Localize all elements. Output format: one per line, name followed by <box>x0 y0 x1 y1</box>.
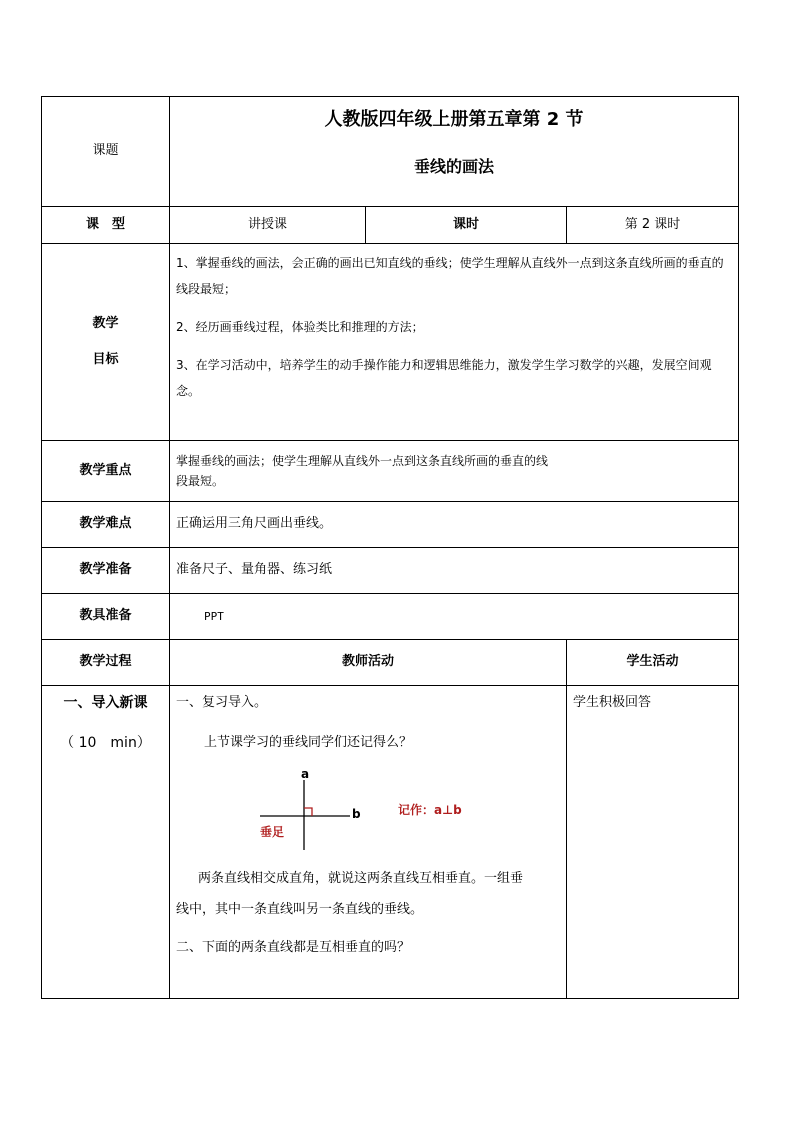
tools-label: 教具准备 <box>42 594 170 640</box>
title-row <box>42 97 739 207</box>
process-col-stage: 教学过程 <box>42 640 170 686</box>
process-col-student: 学生活动 <box>567 640 739 686</box>
tools-value: PPT <box>170 594 739 640</box>
label-foot: 垂足 <box>260 825 285 840</box>
notation: 记作：a⊥b <box>398 803 462 818</box>
teacher-question-2: 二、下面的两条直线都是互相垂直的吗？ <box>176 939 411 955</box>
teacher-text-1: 两条直线相交成直角，就说这两条直线互相垂直。一组垂 <box>198 871 524 887</box>
topic-label: 课题 <box>42 97 170 207</box>
process-header-row <box>42 640 739 686</box>
objective-item-1: 1、掌握垂线的画法，会正确的画出已知直线的垂线；使学生理解从直线外一点到这条直线所画的垂直的线段最短； <box>176 256 724 296</box>
objectives-content <box>170 244 739 441</box>
lesson-title: 人教版四年级上册第五章第 2 节 <box>324 109 584 130</box>
teacher-text-2: 线中，其中一条直线叫另一条直线的垂线。 <box>176 901 424 917</box>
process-col-teacher: 教师活动 <box>170 640 567 686</box>
tools-row <box>42 594 739 640</box>
student-activity: 学生积极回答 <box>567 686 739 999</box>
objective-item-3: 3、在学习活动中，培养学生的动手操作能力和逻辑思维能力，激发学生学习数学的兴趣，发展空间观念。 <box>176 358 712 398</box>
key-points-line-2: 段最短。 <box>176 474 225 488</box>
difficulty-row <box>42 502 739 548</box>
objectives-label <box>42 244 170 441</box>
objectives-label-2: 目标 <box>92 352 119 367</box>
stage-cell <box>42 686 170 999</box>
difficulty-value: 正确运用三角尺画出垂线。 <box>170 502 739 548</box>
lesson-plan-table <box>41 96 739 999</box>
key-points-line-1: 掌握垂线的画法；使学生理解从直线外一点到这条直线所画的垂直的线 <box>176 454 549 468</box>
type-value: 讲授课 <box>170 207 366 244</box>
topic-cell <box>170 97 739 207</box>
difficulty-label: 教学难点 <box>42 502 170 548</box>
teacher-heading: 一、复习导入。 <box>176 695 268 710</box>
key-points-content <box>170 441 739 502</box>
period-value: 第 2 课时 <box>567 207 739 244</box>
label-b: b <box>352 807 361 822</box>
process-row-intro <box>42 686 739 999</box>
key-points-label: 教学重点 <box>42 441 170 502</box>
perpendicular-svg <box>176 766 556 856</box>
lesson-subtitle: 垂线的画法 <box>413 157 494 177</box>
objectives-label-1: 教学 <box>92 316 119 331</box>
preparation-row <box>42 548 739 594</box>
teacher-question: 上节课学习的垂线同学们还记得么？ <box>204 735 413 751</box>
preparation-value: 准备尺子、量角器、练习纸 <box>170 548 739 594</box>
objective-item-2: 2、经历画垂线过程，体验类比和推理的方法； <box>176 320 424 334</box>
type-label: 课 型 <box>42 207 170 244</box>
perpendicular-diagram <box>176 766 556 856</box>
key-points-row <box>42 441 739 502</box>
right-angle-mark <box>304 808 312 816</box>
objectives-row <box>42 244 739 441</box>
preparation-label: 教学准备 <box>42 548 170 594</box>
period-label: 课时 <box>366 207 567 244</box>
stage-title: 一、导入新课 <box>63 695 148 711</box>
teacher-activity <box>170 686 567 999</box>
label-a: a <box>301 767 310 782</box>
type-row <box>42 207 739 244</box>
stage-time: （ 10 min） <box>60 734 151 751</box>
